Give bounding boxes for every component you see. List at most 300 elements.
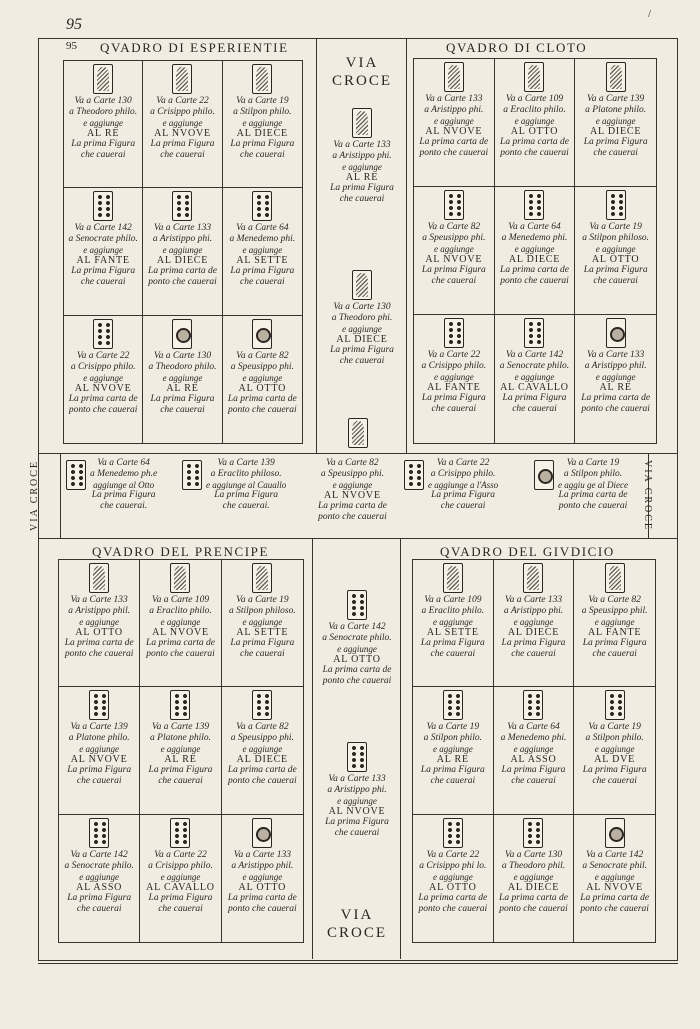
via-croce-bottom: VIA CROCE: [326, 907, 387, 941]
entry-instruction: La prima carta de: [558, 490, 628, 500]
entry-instruction-cont: che cauerai: [430, 776, 476, 787]
figure-card-icon: [523, 563, 543, 593]
entry-philosopher: a Crisippo philo.: [70, 361, 136, 372]
entry-reference: Va a Carte 133: [153, 223, 212, 234]
entry-instruction-cont: che cauerai: [511, 649, 556, 659]
entry-connector: e aggiunge: [513, 871, 554, 882]
entry-philosopher: a Aristippo phi.: [424, 105, 484, 115]
entry-philosopher: a Platone philo.: [150, 733, 211, 744]
entry-instruction-cont: che cauerai: [512, 404, 557, 414]
entry-philosopher: a Speusippo phil.: [581, 606, 648, 616]
entry-instruction-cont: che cauerai: [240, 277, 285, 288]
entry-instruction: La prima Figura: [230, 638, 295, 648]
entry-instruction-cont: che cauerai: [158, 776, 203, 787]
entry-card-value: AL RE: [345, 172, 379, 183]
entry-instruction: La prima carta de: [68, 393, 138, 404]
entry-philosopher: a Aristippo phil.: [231, 860, 294, 871]
entry-card-value: AL ASSO: [76, 881, 123, 893]
rule-footer: [38, 963, 678, 964]
entry-reference: Va a Carte 109: [151, 595, 210, 605]
entry-reference: Va a Carte 133: [70, 595, 128, 605]
entry-instruction: La prima Figura: [148, 765, 213, 776]
entry-instruction-cont: che cauerai: [80, 150, 126, 160]
entry-instruction: La prima Figura: [330, 183, 394, 193]
entry-instruction: La prima carta de: [227, 892, 297, 903]
entry-philosopher: a Speusippo phi.: [422, 233, 486, 243]
middle-bottom-entry: [314, 742, 400, 839]
entry-instruction: La prima carta de: [227, 393, 297, 404]
quadro-esperientie-grid: [63, 60, 303, 444]
pip-card-icon: [89, 690, 109, 720]
entry-card-value: AL OTTO: [510, 126, 559, 137]
quadro-cell: [143, 316, 222, 443]
quadro-cell: [143, 188, 222, 315]
entry-reference: Va a Carte 82: [326, 458, 379, 468]
entry-reference: Va a Carte 64: [97, 458, 150, 468]
band-entry: [182, 458, 286, 512]
entry-reference: Va a Carte 19: [426, 722, 480, 733]
entry-card-value: AL NVOVE: [70, 754, 128, 766]
entry-reference: Va a Carte 19: [588, 722, 641, 733]
entry-instruction-cont: che cauerai: [160, 404, 205, 415]
entry-instruction: La prima Figura: [214, 490, 279, 500]
entry-card-value: AL SETTE: [426, 627, 479, 638]
quadro-cell: [574, 815, 655, 942]
entry-reference: Va a Carte 142: [586, 849, 644, 860]
coin-card-icon: [534, 460, 554, 490]
entry-philosopher: a Senocrate philo.: [499, 361, 570, 371]
entry-instruction: La prima Figura: [583, 265, 648, 275]
entry-connector: e aggiunge: [83, 372, 124, 383]
entry-instruction: La prima Figura: [325, 817, 389, 827]
coin-card-icon: [252, 818, 272, 848]
entry-instruction: La prima Figura: [67, 765, 132, 776]
entry-connector: e aggiunge: [79, 744, 120, 755]
entry-card-value: AL NVOVE: [328, 806, 386, 817]
entry-philosopher: a Aristippo phi.: [503, 606, 564, 616]
entry-card-value: AL DIECE: [156, 255, 209, 267]
quadro-cloto-grid: [413, 58, 657, 444]
entry-connector: e aggiunge: [337, 644, 377, 654]
quadro-cell: [413, 815, 494, 942]
entry-instruction-cont: che cauerai.: [222, 501, 270, 511]
quadro-cell: [494, 815, 575, 942]
entry-reference: Va a Carte 19: [236, 96, 289, 106]
entry-instruction-cont: ponto che cauerai: [499, 903, 568, 914]
entry-philosopher: a Speusippo phi.: [230, 733, 294, 744]
entry-reference: Va a Carte 64: [236, 223, 289, 234]
entry-instruction-cont: ponto che cauerai: [418, 903, 488, 914]
pip-card-icon: [444, 318, 464, 348]
rule-top-band: [38, 453, 678, 454]
pip-card-icon: [182, 460, 202, 490]
quadro-cell: [413, 687, 494, 814]
entry-connector: e aggiunge: [79, 617, 120, 627]
pip-card-icon: [443, 818, 463, 848]
entry-connector: e aggiunge: [162, 372, 203, 383]
corner-mark: /: [648, 8, 652, 20]
entry-philosopher: a Theodoro phi.: [331, 313, 393, 323]
entry-reference: Va a Carte 139: [217, 458, 275, 468]
entry-instruction-cont: che cauerai: [240, 150, 285, 160]
entry-connector: e aggiunge: [337, 796, 377, 806]
entry-reference: Va a Carte 22: [426, 849, 480, 860]
figure-card-icon: [444, 62, 464, 92]
entry-instruction-cont: che cauerai: [158, 903, 203, 914]
entry-philosopher: a Stilpon philo.: [585, 733, 644, 744]
entry-instruction-cont: ponto che cauerai: [64, 649, 134, 659]
entry-instruction-cont: ponto che cauerai: [580, 903, 649, 914]
entry-instruction-cont: ponto che cauerai: [581, 404, 650, 414]
rule-bottom-left-col: [312, 539, 313, 959]
entry-card-value: AL OTTO: [238, 382, 287, 394]
entry-connector: e aggiunge: [594, 871, 635, 882]
quadro-cell: [495, 187, 576, 315]
entry-instruction-cont: che cauerai: [76, 903, 122, 914]
pip-card-icon: [93, 319, 113, 349]
coin-card-icon: [606, 318, 626, 348]
band-text: [206, 458, 286, 512]
entry-connector: e aggiunge: [432, 871, 473, 882]
rule-bottom-band: [38, 538, 678, 539]
entry-instruction: La prima carta de: [322, 665, 392, 675]
entry-philosopher: a Speusippo phi.: [320, 469, 384, 479]
band-entry: [318, 458, 387, 523]
quadro-cell: [64, 188, 143, 315]
pip-card-icon: [170, 690, 190, 720]
quadro-cell: [140, 815, 221, 942]
entry-reference: Va a Carte 142: [328, 622, 386, 632]
entry-connector: e aggiunge: [332, 480, 373, 490]
entry-card-value: AL NVOVE: [425, 254, 483, 265]
entry-instruction-cont: che cauerai: [440, 501, 486, 511]
quadro-cell: [414, 187, 495, 315]
entry-reference: Va a Carte 133: [233, 849, 291, 860]
quadro-cell: [495, 59, 576, 187]
entry-instruction-cont: che cauerai: [511, 776, 556, 787]
entry-card-value: AL DIECE: [336, 334, 388, 345]
entry-card-value: AL OTTO: [429, 881, 477, 893]
entry-card-value: AL DIECE: [590, 126, 642, 137]
entry-connector: e aggiunge: [342, 162, 382, 172]
entry-card-value: AL NVOVE: [74, 382, 132, 394]
entry-reference: Va a Carte 22: [156, 96, 209, 106]
entry-philosopher: a Eraclito philo.: [503, 105, 566, 115]
entry-philosopher: a Aristippo phi.: [332, 151, 392, 161]
entry-instruction: La prima carta de: [227, 765, 297, 776]
quadro-esperientie-title: 95 QVADRO DI ESPERIENTIE: [66, 40, 289, 55]
entry-philosopher: a Senocrate philo.: [64, 860, 134, 871]
pip-card-icon: [443, 690, 463, 720]
quadro-cell: [64, 61, 143, 188]
entry-card-value: AL RE: [436, 754, 469, 766]
entry-instruction-cont: che cauerai: [431, 276, 477, 286]
entry-reference: Va a Carte 142: [74, 223, 132, 234]
entry-instruction: La prima Figura: [583, 137, 648, 147]
entry-connector: e aggiunge: [514, 116, 555, 126]
entry-connector: e aggiunge: [595, 244, 636, 254]
pip-card-icon: [404, 460, 424, 490]
entry-instruction: La prima Figura: [67, 892, 132, 903]
entry-connector: e aggiunge: [162, 245, 203, 256]
entry-card-value: AL DIECE: [508, 254, 561, 265]
entry-card-value: AL CAVALLO: [500, 382, 569, 393]
entry-instruction: La prima carta de: [500, 137, 569, 147]
entry-instruction-cont: ponto che cauerai: [228, 776, 297, 787]
entry-instruction: La prima carta de: [419, 137, 489, 147]
entry-connector: e aggiunge: [242, 372, 283, 383]
pip-card-icon: [252, 690, 272, 720]
entry-connector: e aggiunge a l'Asso: [428, 480, 499, 490]
entry-connector: e aggiunge: [514, 372, 555, 382]
entry-philosopher: a Platone philo.: [585, 105, 647, 115]
coin-card-icon: [252, 319, 272, 349]
entry-connector: e aggiunge: [242, 118, 283, 128]
entry-card-value: AL FANTE: [76, 255, 130, 267]
pip-card-icon: [523, 818, 543, 848]
entry-instruction: La prima Figura: [431, 490, 496, 500]
entry-philosopher: a Platone philo.: [68, 733, 130, 744]
entry-philosopher: a Menedemo phi.: [500, 733, 567, 744]
pip-card-icon: [524, 190, 544, 220]
quadro-cell: [222, 560, 303, 687]
figure-card-icon: [348, 418, 368, 448]
quadro-cell: [64, 316, 143, 443]
entry-philosopher: a Stilpon philo.: [233, 107, 292, 117]
entry-philosopher: a Aristippo phil.: [68, 606, 131, 616]
quadro-cell: [574, 687, 655, 814]
entry-instruction-cont: che cauerai: [592, 649, 637, 659]
pip-card-icon: [606, 190, 626, 220]
entry-instruction: La prima Figura: [330, 345, 394, 355]
entry-instruction-cont: ponto che cauerai: [68, 404, 138, 415]
entry-connector: e aggiunge: [83, 245, 124, 256]
rule-top-left-col: [316, 39, 317, 453]
page-number: 95: [66, 16, 82, 33]
entry-reference: Va a Carte 19: [236, 595, 289, 605]
entry-instruction: La prima Figura: [71, 266, 136, 277]
entry-instruction-cont: ponto che cauerai: [558, 501, 628, 511]
entry-philosopher: a Theodoro philo.: [69, 107, 138, 117]
entry-card-value: AL NVOVE: [425, 126, 483, 137]
quadro-cell: [223, 61, 302, 188]
entry-instruction-cont: ponto che cauerai: [500, 148, 569, 158]
entry-instruction: La prima Figura: [71, 139, 136, 149]
quadro-cell: [140, 687, 221, 814]
entry-instruction-cont: ponto che cauerai: [318, 512, 387, 522]
middle-top-entry: [318, 270, 406, 367]
quadro-cell: [223, 316, 302, 443]
quadro-cell: [574, 560, 655, 687]
quadro-cell: [140, 560, 221, 687]
figure-card-icon: [252, 64, 272, 94]
entry-card-value: AL OTTO: [238, 881, 287, 893]
middle-top-entry: [318, 108, 406, 205]
band-entry: [534, 458, 628, 512]
entry-instruction: La prima Figura: [420, 638, 485, 648]
figure-card-icon: [352, 108, 372, 138]
figure-card-icon: [93, 64, 113, 94]
entry-connector: e aggiunge: [160, 871, 201, 882]
entry-instruction-cont: che cauerai: [76, 776, 122, 787]
entry-instruction: La prima carta de: [581, 393, 651, 403]
entry-reference: Va a Carte 133: [587, 350, 645, 360]
entry-instruction-cont: ponto che cauerai: [148, 277, 217, 288]
quadro-cell: [222, 815, 303, 942]
band-entry: [66, 458, 157, 512]
entry-connector: e aggiunge: [514, 244, 555, 254]
quadro-number: 95: [66, 40, 77, 52]
pip-card-icon: [444, 190, 464, 220]
entry-card-value: AL ASSO: [510, 754, 557, 766]
entry-philosopher: a Stilpon philo.: [423, 733, 482, 744]
figure-card-icon: [170, 563, 190, 593]
entry-philosopher: a Crisippo phi lo.: [419, 860, 487, 871]
entry-instruction-cont: ponto che cauerai: [500, 276, 569, 286]
quadro-giudicio-title: QVADRO DEL GIVDICIO: [440, 544, 615, 559]
entry-connector: e aggiunge: [242, 617, 283, 627]
entry-card-value: AL DIECE: [236, 754, 288, 766]
entry-card-value: AL RE: [164, 754, 197, 766]
entry-card-value: AL RE: [87, 128, 120, 139]
entry-instruction: La prima Figura: [502, 393, 567, 403]
entry-philosopher: a Senocrate phil.: [582, 860, 647, 871]
middle-bottom-entry: [314, 590, 400, 687]
entry-connector: e aggiunge: [342, 324, 382, 334]
entry-reference: Va a Carte 22: [154, 849, 207, 860]
entry-instruction: La prima Figura: [501, 765, 566, 776]
entry-instruction: La prima Figura: [421, 393, 486, 403]
entry-connector: e aggiunge: [242, 871, 283, 882]
entry-reference: Va a Carte 64: [507, 722, 560, 733]
entry-reference: Va a Carte 139: [70, 722, 128, 733]
figure-card-icon: [252, 563, 272, 593]
entry-instruction-cont: che cauerai.: [100, 501, 148, 511]
entry-card-value: AL DIECE: [507, 627, 560, 638]
entry-instruction-cont: che cauerai: [430, 649, 476, 659]
entry-reference: Va a Carte 22: [436, 458, 490, 468]
entry-instruction: La prima Figura: [91, 490, 156, 500]
via-croce-right-vertical: VIA CROCE: [642, 459, 654, 532]
entry-reference: Va a Carte 22: [427, 350, 481, 360]
entry-instruction-cont: che cauerai: [593, 148, 638, 158]
quadro-cell: [59, 687, 140, 814]
entry-instruction-cont: che cauerai: [431, 404, 477, 414]
entry-philosopher: a Theodoro philo.: [148, 361, 217, 372]
entry-card-value: AL DIECE: [236, 128, 288, 139]
entry-instruction: La prima Figura: [582, 765, 647, 776]
entry-reference: Va a Carte 130: [333, 302, 391, 312]
band-text: [428, 458, 498, 512]
entry-philosopher: a Senocrate philo.: [68, 234, 138, 245]
entry-card-value: AL RE: [166, 382, 199, 394]
entry-instruction: La prima carta de: [418, 892, 488, 903]
entry-card-value: AL OTTO: [75, 627, 123, 638]
figure-card-icon: [605, 563, 625, 593]
entry-philosopher: a Speusippo phi.: [230, 361, 294, 372]
quadro-cell: [575, 59, 656, 187]
entry-connector: e aggiunge: [160, 744, 201, 755]
via-croce-left-vertical: VIA CROCE: [29, 459, 41, 532]
entry-reference: Va a Carte 82: [588, 595, 641, 605]
entry-philosopher: a Theodoro phil.: [501, 860, 566, 871]
coin-card-icon: [605, 818, 625, 848]
entry-card-value: AL NVOVE: [154, 128, 211, 139]
pip-card-icon: [93, 191, 113, 221]
entry-instruction-cont: che cauerai: [240, 649, 285, 659]
quadro-cell: [494, 687, 575, 814]
entry-connector: e aggiunge: [513, 744, 554, 755]
entry-philosopher: a Stilpon philo.: [563, 469, 623, 479]
entry-reference: Va a Carte 142: [70, 849, 128, 860]
entry-card-value: AL FANTE: [427, 382, 481, 393]
quadro-cell: [143, 61, 222, 188]
quadro-giudicio-grid: [412, 559, 656, 943]
entry-connector: e aggiunge al Cauallo: [206, 480, 287, 490]
entry-connector: e aggiunge: [433, 372, 474, 382]
pip-card-icon: [172, 191, 192, 221]
entry-connector: e aggiunge: [162, 118, 203, 128]
entry-connector: e aggiunge: [594, 744, 635, 755]
entry-philosopher: a Aristippo phi.: [152, 234, 213, 245]
entry-card-value: AL NVOVE: [152, 627, 209, 638]
pip-card-icon: [89, 818, 109, 848]
entry-card-value: AL DIECE: [507, 881, 560, 893]
coin-card-icon: [172, 319, 192, 349]
quadro-cell: [222, 687, 303, 814]
pip-card-icon: [347, 742, 367, 772]
entry-reference: Va a Carte 22: [76, 350, 130, 361]
entry-card-value: AL OTTO: [333, 654, 381, 665]
entry-instruction: La prima Figura: [420, 765, 485, 776]
entry-reference: Va a Carte 82: [236, 722, 289, 733]
rule-bottom-right-col: [400, 539, 401, 959]
entry-reference: Va a Carte 130: [74, 96, 132, 106]
pip-card-icon: [252, 191, 272, 221]
entry-instruction: La prima carta de: [499, 892, 568, 903]
entry-instruction-cont: che cauerai: [160, 150, 205, 160]
entry-instruction: La prima Figura: [501, 638, 566, 648]
entry-reference: Va a Carte 109: [424, 595, 482, 605]
entry-card-value: AL DVE: [594, 754, 636, 766]
band-text: [90, 458, 157, 512]
entry-philosopher: a Stilpon philoso.: [228, 606, 296, 616]
entry-instruction-cont: che cauerai: [80, 277, 126, 288]
entry-instruction: La prima Figura: [150, 393, 215, 404]
entry-instruction: La prima carta de: [146, 638, 215, 648]
entry-instruction-cont: che cauerai: [593, 276, 638, 286]
entry-philosopher: a Eraclito philo.: [421, 606, 485, 616]
entry-philosopher: a Senocrate philo.: [322, 633, 392, 643]
entry-philosopher: a Eraclito philoso.: [210, 469, 282, 479]
figure-card-icon: [443, 563, 463, 593]
entry-connector: e aggiunge: [83, 118, 124, 128]
quadro-cell: [414, 59, 495, 187]
entry-reference: Va a Carte 133: [504, 595, 563, 605]
entry-philosopher: a Eraclito philo.: [149, 606, 212, 616]
entry-connector: e aggiunge: [242, 245, 283, 256]
entry-philosopher: a Menedemo phi.: [501, 233, 568, 243]
entry-reference: Va a Carte 139: [151, 722, 210, 733]
entry-instruction-cont: ponto che cauerai: [228, 404, 297, 415]
entry-reference: Va a Carte 19: [566, 458, 620, 468]
pip-card-icon: [170, 818, 190, 848]
entry-instruction: La prima Figura: [230, 266, 295, 277]
entry-connector: e aggiunge: [432, 617, 473, 627]
entry-connector: e aggiunge: [433, 244, 474, 254]
entry-instruction-cont: ponto che cauerai: [146, 649, 215, 659]
entry-instruction: La prima carta de: [500, 265, 569, 275]
